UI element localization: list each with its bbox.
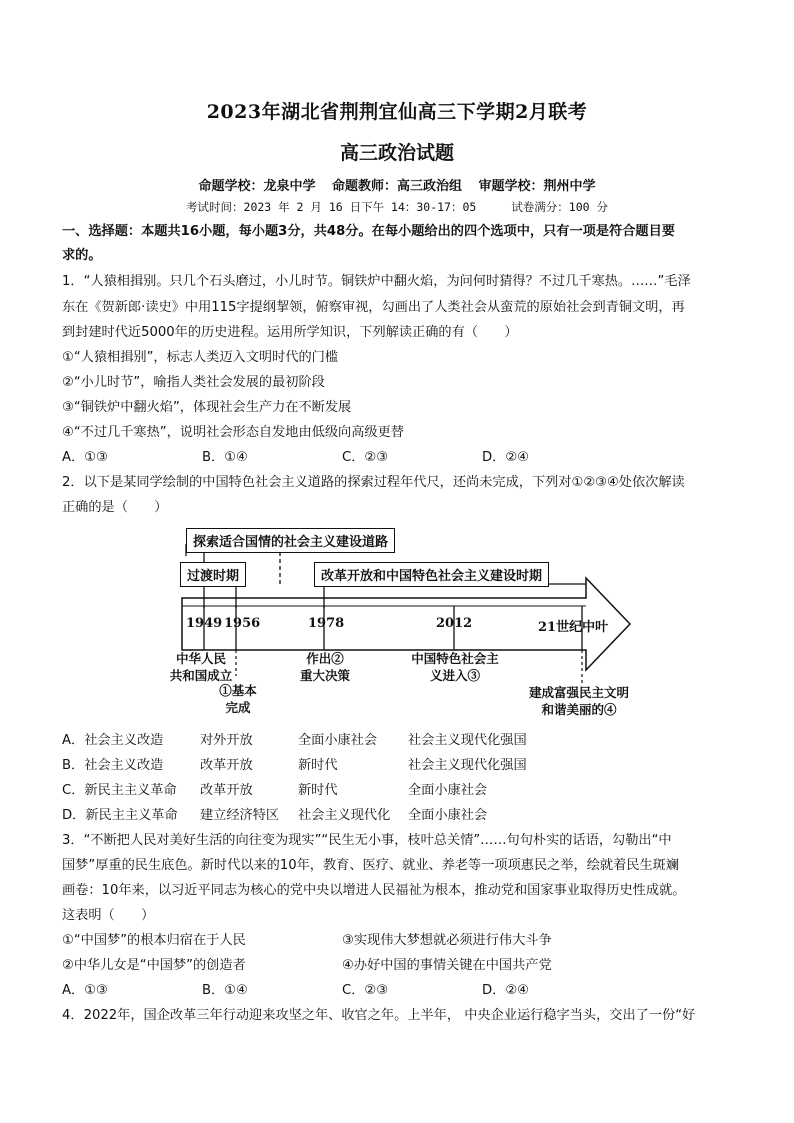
timeline-label-2012: 中国特色社会主 义进入③ — [411, 651, 499, 683]
q1-statement-2: ②“小儿时节”，喻指人类社会发展的最初阶段 — [62, 375, 325, 390]
exam-time: 考试时间：2023 年 2 月 16 日下午 14：30-17：05 — [186, 200, 477, 214]
meta-review: 审题学校：荆州中学 — [478, 179, 596, 194]
timeline-year-mid-century: 21世纪中叶 — [538, 620, 609, 635]
q4-stem-line1: 4．2022年，国企改革三年行动迎来攻坚之年、收官之年。上半年， 中央企业运行稳字当头，交出了一份“好 — [62, 1008, 696, 1023]
q3-option-d: D．②④ — [482, 983, 529, 998]
q3-statement-1: ①“中国梦”的根本归宿在于人民 — [62, 933, 246, 948]
q1-statement-4: ④“不过几千寒热”，说明社会形态自发地由低级向高级更替 — [62, 425, 404, 440]
q3-option-b: B．①④ — [202, 983, 248, 998]
q1-option-c: C．②③ — [342, 450, 389, 465]
q3-statement-2: ②中华儿女是“中国梦”的创造者 — [62, 958, 246, 973]
exam-time-info — [0, 199, 794, 215]
section-heading-line1: 一、选择题：本题共16小题，每小题3分，共48分。在每小题给出的四个选项中，只有一项是符合题目要 — [62, 224, 675, 239]
timeline-label-1949: 中华人民 共和国成立 — [169, 651, 233, 683]
exam-subtitle: 高三政治试题 — [339, 142, 454, 164]
q1-option-a: A．①③ — [62, 450, 108, 465]
timeline-year-1956: 1956 — [224, 616, 261, 631]
q2-stem-line2: 正确的是（ ） — [62, 500, 168, 515]
q1-option-b: B．①④ — [202, 450, 248, 465]
timeline-box-reform: 改革开放和中国特色社会主义建设时期 — [314, 562, 549, 587]
timeline-label-1978: 作出② 重大决策 — [299, 651, 350, 683]
section-heading-line2: 求的。 — [62, 248, 102, 263]
q3-statement-3: ③实现伟大梦想就必须进行伟大斗争 — [342, 933, 552, 948]
meta-teacher: 命题教师：高三政治组 — [331, 179, 462, 194]
exam-title: 2023年湖北省荆荆宜仙高三下学期2月联考 — [206, 101, 588, 123]
q1-option-d: D．②④ — [482, 450, 529, 465]
timeline-label-1956: ①基本 完成 — [219, 683, 257, 715]
exam-page: 2023年湖北省荆荆宜仙高三下学期2月联考 高三政治试题 命题学校：龙泉中学 命题教师：高三政治组 审题学校：荆州中学 考试时间：2023 年 2 月 16 日下午 14：30-17：05 试卷满分：100 分 一、选择题：本题共16小题，每小题3分，共48分。在每小题给出的四个选项中，只有一项是符合题目要 求的。 1．“人猿相揖别。只几个石头磨过，小儿时节。铜铁炉中翻火焰，为问何时猜得？不过几千寒热。……”毛泽 东在《贺新郎·读史》中用115字提纲挈领，俯察审视，勾画出了人类社会从蛮荒的原始社会到青铜文明，再 到封建时代近5000年的历史进程。运用所学知识，下列解读正确的有（ ） ①“人猿相揖别”，标志人类迈入文明时代的门槛 ②“小儿时节”，喻指人类社会发展的最初阶段 ③“铜铁炉中翻火焰”，体现社会生产力在不断发展 ④“不过几千寒热”，说明社会形态自发地由低级向高级更替 A．①③ B．①④ C．②③ D．②④ 2．以下是某同学绘制的中国特色社会主义道路的探索过程年代尺，还尚未完成，下列对①②③④处依次解读 正确的是（ ） 探索适合国情的社会主义建设道路 过渡时期 改革开放和中国特色社会主义建设时期 1949 1956 1978 2012 21世纪中叶 中华人民 共和国成立 ①基本 完成 作出② 重大决策 中国特色社会主 义进入③ 建成富强民主文明 和谐美丽的④ A．社会主义改造 对外开放 全面小康社会 社会主义现代化强国 B．社会主义改造 改革开放 新时代 社会主义现代化强国 C．新民主主义革命 改革开放 新时代 全面小康社会 D．新民主主义革命 建立经济特区 社会主义现代化 全面小康社会 3．“不断把人民对美好生活的向往变为现实”“民生无小事，枝叶总关情”……句句朴实的话语，勾勒出“中 国梦”厚重的民生底色。新时代以来的10年，教育、医疗、就业、养老等一项项惠民之举，绘就着民生斑斓 画卷：10年来，以习近平同志为核心的党中央以增进人民福祉为根本，推动党和国家事业取得历史性成就。 这表明（ ） ①“中国梦”的根本归宿在于人民 ③实现伟大梦想就必须进行伟大斗争 ②中华儿女是“中国梦”的创造者 ④办好中国的事情关键在中国共产党 A．①③ B．①④ C．②③ D．②④ 4．2022年，国企改革三年行动迎来攻坚之年、收官之年。上半年， 中央企业运行稳字当头，交出了一份“好 — [0, 0, 794, 1123]
q3-stem-line1: 3．“不断把人民对美好生活的向往变为现实”“民生无小事，枝叶总关情”……句句朴实的话语，勾勒出“中 — [62, 833, 672, 848]
q3-statement-4: ④办好中国的事情关键在中国共产党 — [342, 958, 552, 973]
q3-stem-line3: 画卷：10年来，以习近平同志为核心的党中央以增进人民福祉为根本，推动党和国家事业取得历史性成就。 — [62, 883, 686, 898]
q1-stem-line2: 东在《贺新郎·读史》中用115字提纲挈领，俯察审视，勾画出了人类社会从蛮荒的原始社会到青铜文明，再 — [62, 300, 685, 315]
meta-school: 命题学校：龙泉中学 — [198, 179, 316, 194]
timeline-box-transition: 过渡时期 — [180, 562, 246, 587]
q3-stem-line2: 国梦”厚重的民生底色。新时代以来的10年，教育、医疗、就业、养老等一项项惠民之举，绘就着民生斑斓 — [62, 858, 680, 873]
timeline-label-end: 建成富强民主文明 和谐美丽的④ — [528, 685, 629, 717]
q2-stem-line1: 2．以下是某同学绘制的中国特色社会主义道路的探索过程年代尺，还尚未完成，下列对①②③④处依次解读 — [62, 475, 685, 490]
q1-stem-line1: 1．“人猿相揖别。只几个石头磨过，小儿时节。铜铁炉中翻火焰，为问何时猜得？不过几千寒热。……”毛泽 — [62, 274, 691, 289]
q1-stem-line3: 到封建时代近5000年的历史进程。运用所学知识，下列解读正确的有（ ） — [62, 325, 518, 340]
timeline-box-exploration: 探索适合国情的社会主义建设道路 — [186, 528, 395, 553]
timeline-year-1949: 1949 — [186, 616, 223, 631]
q3-stem-line4: 这表明（ ） — [62, 908, 155, 923]
full-score: 试卷满分：100 分 — [511, 200, 608, 214]
q3-option-c: C．②③ — [342, 983, 389, 998]
q1-statement-1: ①“人猿相揖别”，标志人类迈入文明时代的门槛 — [62, 350, 339, 365]
timeline-year-2012: 2012 — [436, 616, 473, 631]
q3-option-a: A．①③ — [62, 983, 108, 998]
history-timeline — [168, 526, 638, 726]
q1-statement-3: ③“铜铁炉中翻火焰”，体现社会生产力在不断发展 — [62, 400, 352, 415]
timeline-year-1978: 1978 — [308, 616, 345, 631]
exam-authors — [0, 175, 794, 194]
